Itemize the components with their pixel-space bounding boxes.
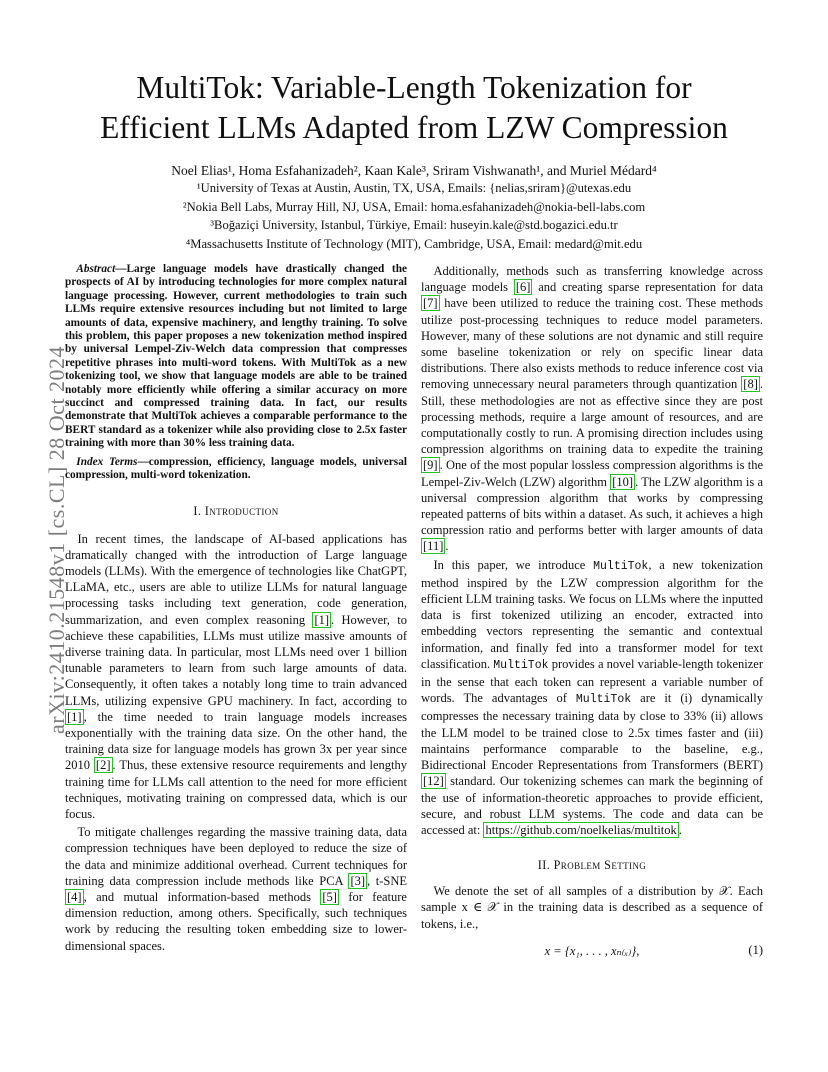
citation-link[interactable]: [12] (423, 774, 444, 789)
text-span: for feature dimension reduction, among others. Specifically, such techniques work by reducing the resulting token embedding size to lower-dimensional spaces. (65, 889, 407, 953)
section-heading-introduction: I. Introduction (193, 503, 279, 518)
intro-paragraph-1 (65, 531, 407, 823)
citation-link[interactable]: [1] (314, 612, 330, 627)
text-span: provides a novel variable-length tokenizer in the sense that each token can represent a variable number of words. The advantages of (421, 656, 764, 706)
author-list: Noel Elias¹, Homa Esfahanizadeh², Kaan Kale³, Sriram Vishwanath¹, and Muriel Médard⁴ (171, 163, 657, 178)
index-terms-text: —compression, efficiency, language models, universal compression, multi-word tokenization. (65, 455, 407, 482)
text-span: standard. Our tokenizing schemes can mark the beginning of the use of information-theoretic approaches to provide efficient, secure, and robust LLM systems. The code and data can be accessed at: (421, 774, 763, 837)
abstract (65, 263, 407, 451)
title-line-1: MultiTok: Variable-Length Tokenization for (136, 70, 692, 105)
left-column (65, 263, 407, 954)
right-column (421, 263, 763, 959)
affiliations (0, 179, 828, 253)
multitok-name: MultiTok (493, 658, 549, 672)
affiliation-1: ¹University of Texas at Austin, Austin, TX, USA, Emails: {nelias,sriram}@utexas.edu (196, 181, 632, 195)
text-span: To mitigate challenges regarding the massive training data, data compression techniques have been deployed to reduce the size of the data and minimize additional overhead. Current techniques for training data compression include methods like PCA (65, 825, 407, 888)
citation-link[interactable]: [9] (423, 458, 438, 473)
text-span: . Still, these methodologies are not as effective since they are post processing methods, require a large amount of resources, and are computationally costly to run. A promising direction includes using compression algorithms on training data to expedite the training (421, 377, 763, 457)
equation-number: (1) (748, 942, 763, 957)
citation-link[interactable]: [10] (612, 474, 634, 489)
equation-1 (421, 943, 763, 959)
problem-paragraph-1: We denote the set of all samples of a distribution by 𝒳. Each sample x ∈ 𝒳 in the training data is described as a sequence of tokens, i.e., (421, 884, 763, 931)
github-url-link[interactable]: https://github.com/noelkelias/multitok (485, 822, 677, 837)
text-span: . One of the most popular lossless compression algorithms is the Lempel-Ziv-Welch (LZW) algorithm (421, 458, 763, 489)
text-span: In this paper, we introduce (433, 557, 594, 572)
title-line-2: Efficient LLMs Adapted from LZW Compression (100, 110, 728, 145)
text-span: are it (i) dynamically compresses the necessary training data by close to 33% (ii) allows the LLM model to be trained close to 2.5x times faster and (iii) maintains performance comparable to the baseline, e.g., Bidirectional Encoder Representations from Transformers (BERT) (421, 691, 763, 773)
citation-link[interactable]: [1] (67, 709, 82, 724)
text-span: , a new tokenization method inspired by the LZW compression algorithm for the efficient LLM training tasks. We focus on LLMs where the inputted data is first tokenized utilizing an encoder, extracted into embedding vectors representing the semantic and contextual information, and finally fed into a transformer model for text classification. (421, 557, 763, 671)
index-terms-label: Index Terms (76, 455, 138, 468)
text-span: . Thus, these extensive resource requirements and lengthy training time for LLMs call attention to the need for more efficient techniques, motivating training on compressed data, which is our focus. (65, 758, 407, 821)
text-span: . (445, 539, 449, 554)
affiliation-3: ³Boğaziçi University, Istanbul, Türkiye, Email: huseyin.kale@std.bogazici.edu.tr (210, 218, 618, 232)
citation-link[interactable]: [11] (423, 539, 444, 554)
affiliation-4: ⁴Massachusetts Institute of Technology (MIT), Cambridge, USA, Email: medard@mit.edu (185, 236, 643, 251)
equation-body: x = {x₁, . . . , xₙ₍ₓ₎}, (544, 943, 640, 958)
text-span: . The LZW algorithm is a universal compression algorithm that works by compressing repeated patterns of bits within a dataset. As such, it achieves a high compression ratio and performs better with larger amounts of data (421, 474, 763, 538)
affiliation-2: ²Nokia Bell Labs, Murray Hill, NJ, USA, Email: homa.esfahanizadeh@nokia-bell-labs.com (182, 199, 646, 214)
text-span: . However, to achieve these capabilities, LLMs must utilize massive amounts of diverse training data. In particular, most LLMs need over 1 billion tunable parameters to learn from such large amounts of data. Consequently, it often takes a notably long time to train advanced LLMs, utilizing expensive GPU machinery. In fact, according to (65, 612, 407, 708)
citation-link[interactable]: [3] (350, 873, 366, 888)
text-span: . (678, 822, 682, 837)
citation-link[interactable]: [4] (67, 889, 82, 904)
arxiv-identifier-stamp: arXiv:2410.21548v1 [cs.CL] 28 Oct 2024 (44, 345, 69, 734)
multitok-name: MultiTok (593, 559, 649, 573)
text-span: , the time needed to train language models increases exponentially with the training data size. On the other hand, the training data size for language models has grown 3x per year since 2010 (65, 709, 407, 773)
abstract-label: Abstract (76, 263, 116, 275)
index-terms (65, 456, 407, 483)
citation-link[interactable]: [5] (322, 889, 337, 904)
text-span: have been utilized to reduce the training cost. These methods utilize post-processing techniques to reduce model parameters. However, many of these solutions are not dynamic and still require some baseline tokenization or rely on specific linear data distributions. There also exists methods to reduce inference cost via removing unnecessary neural parameters through quantization (421, 296, 763, 392)
text-span: and creating sparse representation for data (532, 280, 763, 295)
abstract-text: —Large language models have drastically changed the prospects of AI by introducing technologies for more complex natural language processing. However, current methodologies to train such LLMs require extensive resources including but not limited to large amounts of data, expensive machinery, and lengthy training. To solve this problem, this paper proposes a new tokenization method inspired by universal Lempel-Ziv-Welch data compression that compresses repetitive phrases into multi-word tokens. With MultiTok as a new tokenizing tool, we show that language models are able to be trained notably more efficiently while offering a similar accuracy on more succinct and compressed training data. In fact, our results demonstrate that MultiTok achieves a comparable performance to the BERT standard as a tokenizer while also providing close to 2.5x faster training with more than 30% less training data. (65, 263, 407, 450)
text-span: Additionally, methods such as transferring knowledge across language models (421, 264, 763, 295)
intro-paragraph-3 (421, 263, 763, 555)
citation-link[interactable]: [6] (515, 280, 531, 295)
citation-link[interactable]: [8] (743, 377, 758, 392)
section-heading-problem-setting: II. Problem Setting (537, 858, 647, 873)
citation-link[interactable]: [2] (95, 758, 111, 773)
multitok-name: MultiTok (575, 693, 632, 707)
intro-paragraph-2 (65, 824, 407, 954)
paper-title (40, 68, 788, 148)
text-span: In recent times, the landscape of AI-based applications has dramatically changed with the introduction of Large language models (LLMs). With the emergence of technologies like ChatGPT, LLaMA, etc., users are able to utilize LLMs for natural language processing tasks including text generation, code generation, summarization, and even complex reasoning (65, 531, 407, 627)
citation-link[interactable]: [7] (423, 296, 438, 311)
intro-paragraph-4 (421, 557, 763, 838)
text-span: , t-SNE (367, 873, 408, 888)
text-span: , and mutual information-based methods (83, 889, 321, 904)
